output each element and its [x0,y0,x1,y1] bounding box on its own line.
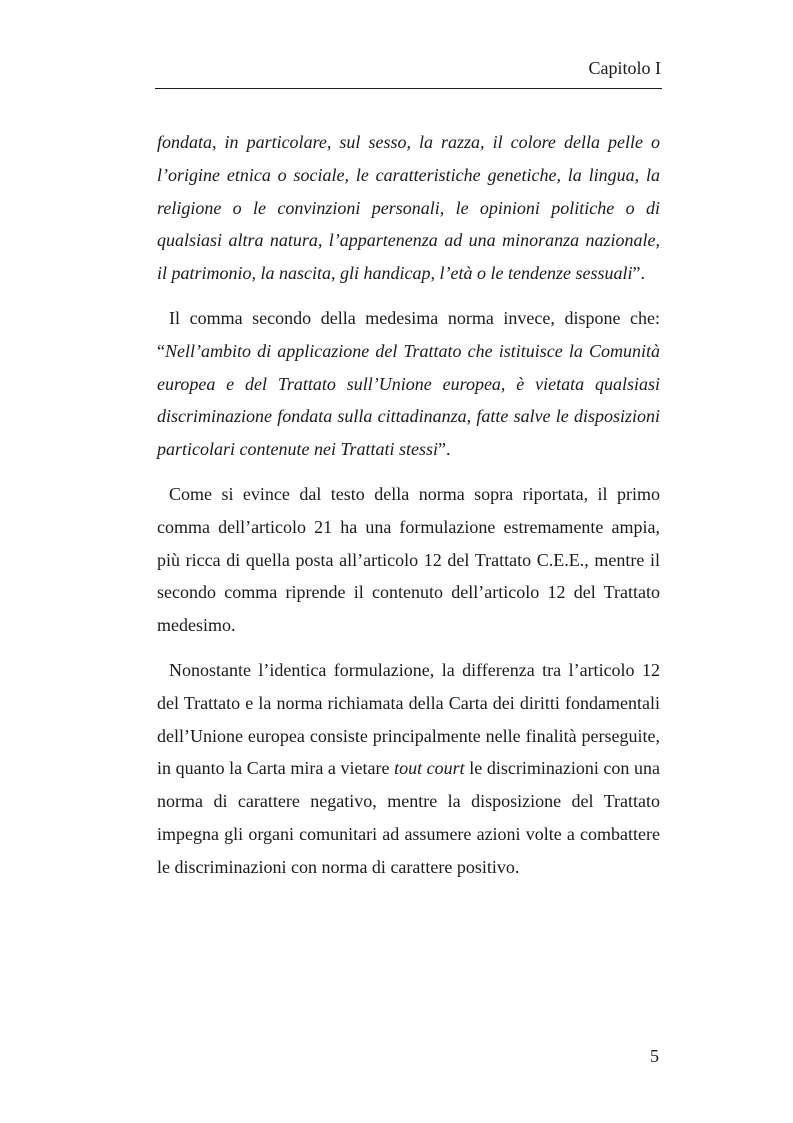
body-text [157,126,660,896]
page-number: 5 [650,1046,659,1066]
paragraph-1 [157,126,660,290]
paragraph-3 [157,478,660,642]
paragraph-3-text: Come si evince dal testo della norma sopra riportata, il primo comma dell’articolo 21 ha una formulazione estremamente ampia, più ricca di quella posta all’articolo 12 del Trattato C.E.E., mentre il secondo comma riprende il contenuto dell’articolo 12 del Trattato medesimo. [157,483,660,636]
paragraph-4-text-b: le discriminazioni con una norma di carattere negativo, mentre la disposizione del Trattato impegna gli organi comunitari ad assumere azioni volte a combattere le discriminazioni con norma di carattere positivo. [157,758,660,877]
paragraph-2-closing-quote: ”. [438,439,451,460]
paragraph-2-intro: Il comma secondo della medesima norma invece, dispone che: “ [157,307,660,361]
paragraph-4-text-a: Nonostante l’identica formulazione, la differenza tra l’articolo 12 del Trattato e la norma richiamata della Carta dei diritti fondamentali dell’Unione europea consiste principalmente nelle finalità perseguite, in quanto la Carta mira a vietare [157,659,660,779]
paragraph-4-emphasis: tout court [394,758,465,779]
paragraph-4 [157,654,660,884]
paragraph-2 [157,302,660,466]
paragraph-2-quote: Nell’ambito di applicazione del Trattato che istituisce la Comunità europea e del Trattato sull’Unione europea, è vietata qualsiasi discriminazione fondata sulla cittadinanza, fatte salve le disposizioni particolari contenute nei Trattati stessi [157,340,660,460]
paragraph-1-closing-quote: ”. [632,263,645,284]
paragraph-1-quote: fondata, in particolare, sul sesso, la razza, il colore della pelle o l’origine etnica o sociale, le caratteristiche genetiche, la lingua, la religione o le convinzioni personali, le opinioni politiche o di qualsiasi altra natura, l’appartenenza ad una minoranza nazionale, il patrimonio, la nascita, gli handicap, l’età o le tendenze sessuali [157,132,660,284]
header-rule [155,88,662,89]
chapter-title: Capitolo I [588,58,661,78]
